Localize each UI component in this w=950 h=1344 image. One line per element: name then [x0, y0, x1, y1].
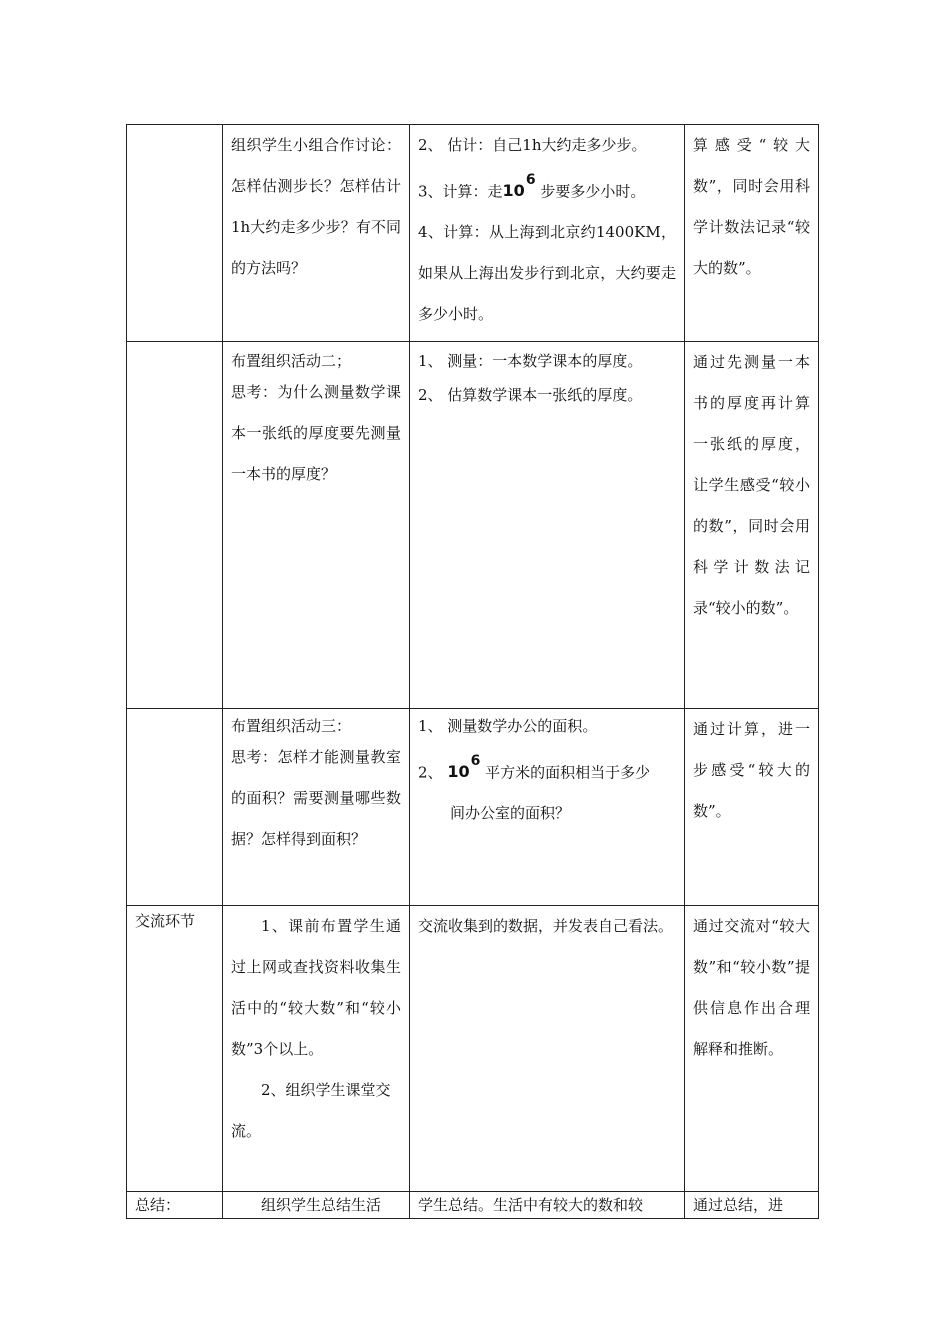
stage-cell — [127, 906, 223, 1192]
student-activity-cell — [410, 709, 685, 906]
student-item-1: 1、 测量：一本数学课本的厚度。 — [418, 352, 643, 370]
student-item-2: 2、 估计：自己1h大约走多少步。 — [418, 136, 647, 154]
teacher-activity-text: 思考：怎样才能测量教室的面积？需要测量哪些数据？怎样得到面积？ — [231, 748, 401, 848]
student-item-3: 3、计算：走$10^6$ 步要多少小时。 — [418, 172, 646, 201]
teacher-activity-p2: 2、组织学生课堂交流。 — [231, 1081, 391, 1140]
teacher-activity-cell — [223, 125, 410, 342]
stage-cell: 总结： — [127, 1192, 223, 1219]
teacher-activity-text: 组织学生小组合作讨论：怎样估测步长？怎样估计1h大约走多少步？有不同的方法吗？ — [231, 136, 401, 277]
design-intent-cell: 通过先测量一本书的厚度再计算一张纸的厚度，让学生感受“较小的数”，同时会用科学计数法记录“较小的数”。 — [685, 342, 819, 709]
design-intent-cell: 通过总结，进 — [685, 1192, 819, 1219]
design-intent-cell: 通过计算，进一步感受“较大的数”。 — [685, 709, 819, 906]
student-activity-cell: 交流收集到的数据，并发表自己看法。 — [410, 906, 685, 1192]
teacher-activity-cell — [223, 906, 410, 1192]
student-activity-cell — [410, 342, 685, 709]
student-item-2: 2、 估算数学课本一张纸的厚度。 — [418, 386, 643, 404]
teacher-activity-cell — [223, 342, 410, 709]
teacher-activity-cell — [223, 709, 410, 906]
power-of-ten: $10^6$ — [502, 172, 536, 201]
student-item-2: 2、 $10^6$ 平方米的面积相当于多少 — [418, 753, 651, 782]
student-item-1: 1、 测量数学办公的面积。 — [418, 717, 598, 735]
teacher-activity-cell: 组织学生总结生活 — [223, 1192, 410, 1219]
table-row — [127, 709, 819, 906]
table-row — [127, 1192, 819, 1219]
student-activity-cell — [410, 125, 685, 342]
stage-cell — [127, 709, 223, 906]
lesson-plan-table — [126, 124, 819, 1219]
design-intent-cell: 算感受“较大数”，同时会用科学计数法记录“较大的数”。 — [685, 125, 819, 342]
design-intent-cell: 通过交流对“较大数”和“较小数”提供信息作出合理解释和推断。 — [685, 906, 819, 1192]
activity-title: 布置组织活动二； — [231, 352, 352, 370]
student-item-4: 4、计算：从上海到北京约1400KM，如果从上海出发步行到北京，大约要走多少小时。 — [418, 223, 676, 324]
power-of-ten: $10^6$ — [447, 753, 481, 782]
activity-title: 布置组织活动三： — [231, 717, 352, 735]
teacher-activity-p1: 1、课前布置学生通过上网或查找资料收集生活中的“较大数”和“较小数”3个以上。 — [231, 917, 401, 1058]
stage-cell — [127, 342, 223, 709]
stage-label: 交流环节 — [135, 912, 196, 930]
table-row — [127, 125, 819, 342]
student-activity-cell: 学生总结。生活中有较大的数和较 — [410, 1192, 685, 1219]
table-row — [127, 342, 819, 709]
stage-cell — [127, 125, 223, 342]
student-item-2-continued: 间办公室的面积？ — [450, 804, 571, 823]
teacher-activity-text: 思考：为什么测量数学课本一张纸的厚度要先测量一本书的厚度？ — [231, 383, 401, 483]
table-row — [127, 906, 819, 1192]
